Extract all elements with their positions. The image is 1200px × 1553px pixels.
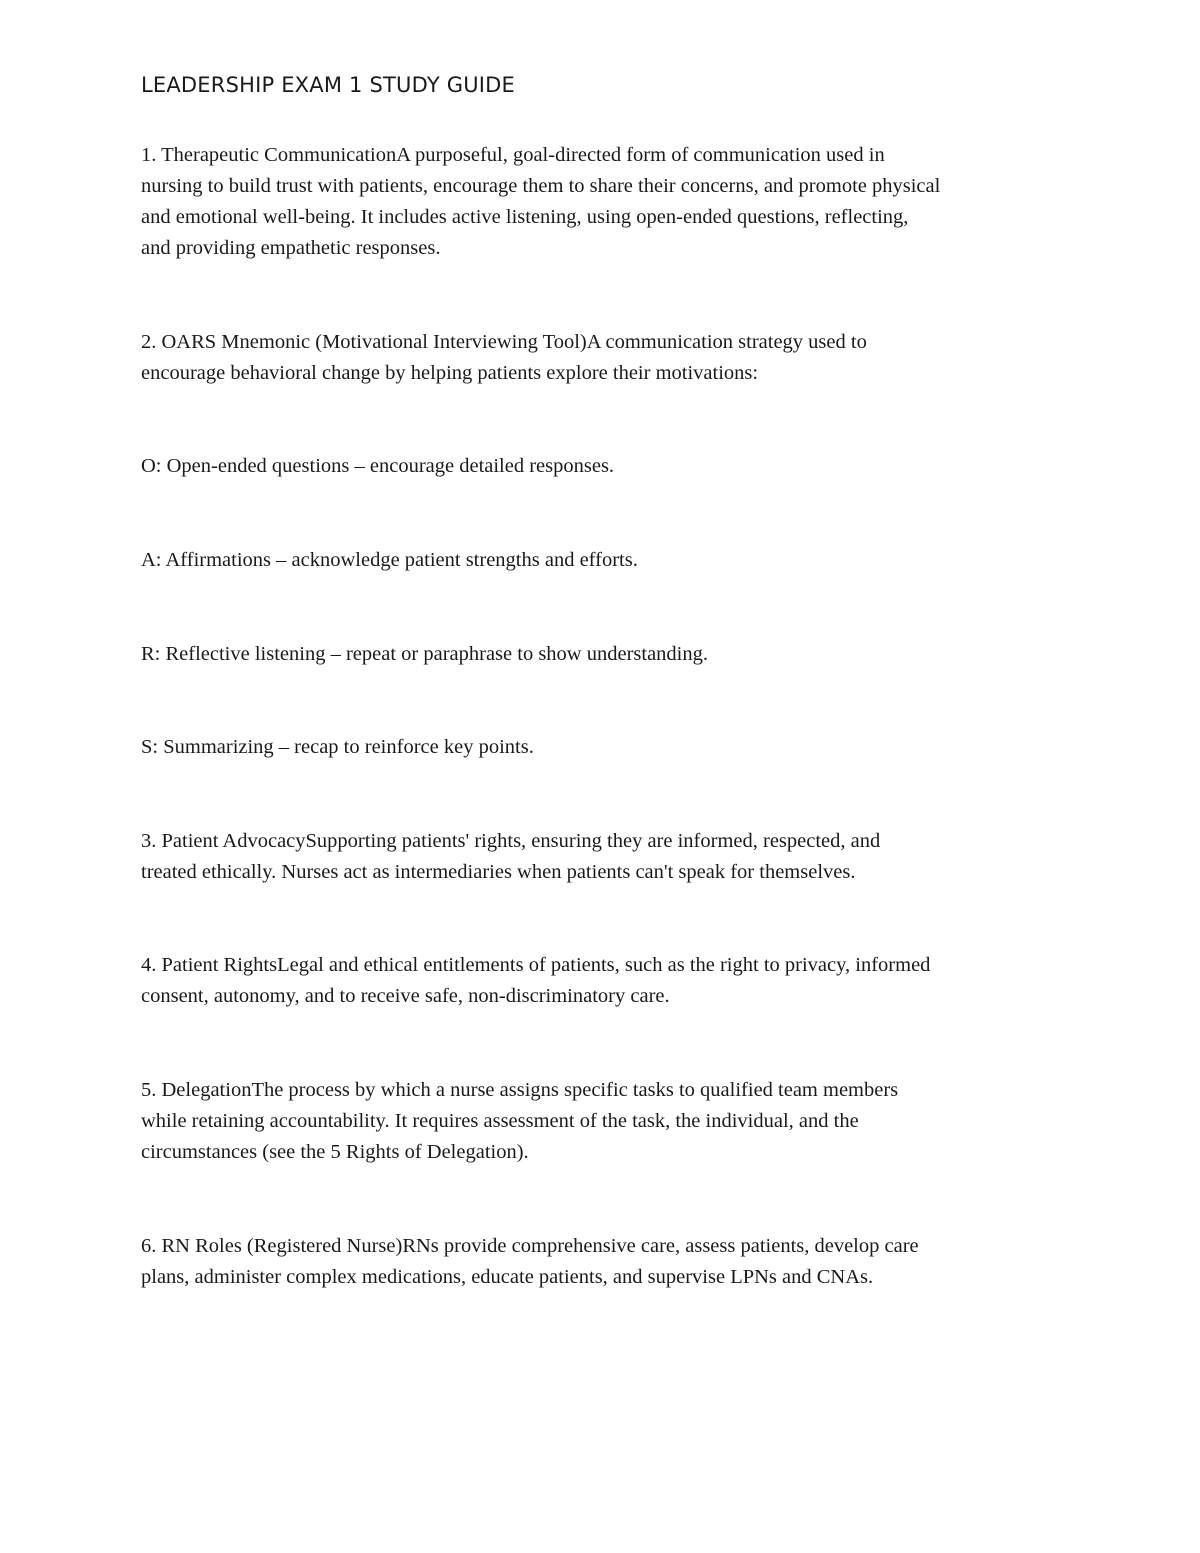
- paragraph-oars-affirmations: [141, 545, 1081, 576]
- text-line: 1. Therapeutic CommunicationA purposeful, goal-directed form of communication used in: [141, 144, 885, 166]
- text-line: treated ethically. Nurses act as intermediaries when patients can't speak for themselves.: [141, 861, 856, 883]
- text-line: 6. RN Roles (Registered Nurse)RNs provide comprehensive care, assess patients, develop care: [141, 1235, 919, 1257]
- text-line: and emotional well-being. It includes active listening, using open-ended questions, reflecting,: [141, 206, 909, 228]
- text-line: 5. DelegationThe process by which a nurse assigns specific tasks to qualified team members: [141, 1079, 899, 1101]
- text-line: while retaining accountability. It requires assessment of the task, the individual, and the: [141, 1110, 859, 1132]
- paragraph-oars-reflective-listening: [141, 639, 1081, 670]
- text-line: nursing to build trust with patients, encourage them to share their concerns, and promote physical: [141, 175, 941, 197]
- paragraph-delegation: [141, 1075, 1081, 1168]
- text-line: 4. Patient RightsLegal and ethical entitlements of patients, such as the right to privacy, informed: [141, 954, 931, 976]
- text-line: encourage behavioral change by helping patients explore their motivations:: [141, 362, 759, 384]
- text-line: 3. Patient AdvocacySupporting patients' rights, ensuring they are informed, respected, and: [141, 830, 881, 852]
- paragraph-rn-roles: [141, 1231, 1081, 1293]
- paragraph-therapeutic-communication: [141, 140, 1081, 264]
- document-title: LEADERSHIP EXAM 1 STUDY GUIDE: [141, 73, 515, 97]
- text-line: A: Affirmations – acknowledge patient strengths and efforts.: [141, 549, 638, 571]
- paragraph-patient-rights: [141, 950, 1081, 1012]
- text-line: and providing empathetic responses.: [141, 237, 441, 259]
- text-line: circumstances (see the 5 Rights of Delegation).: [141, 1141, 529, 1163]
- paragraph-oars-open-ended: [141, 451, 1081, 482]
- text-line: consent, autonomy, and to receive safe, non-discriminatory care.: [141, 985, 670, 1007]
- paragraph-oars-summarizing: [141, 732, 1081, 763]
- paragraph-patient-advocacy: [141, 826, 1081, 888]
- text-line: O: Open-ended questions – encourage detailed responses.: [141, 455, 615, 477]
- text-line: plans, administer complex medications, educate patients, and supervise LPNs and CNAs.: [141, 1266, 874, 1288]
- text-line: S: Summarizing – recap to reinforce key points.: [141, 736, 534, 758]
- text-line: R: Reflective listening – repeat or paraphrase to show understanding.: [141, 643, 709, 665]
- text-line: 2. OARS Mnemonic (Motivational Interviewing Tool)A communication strategy used to: [141, 331, 867, 353]
- paragraph-oars-mnemonic: [141, 327, 1081, 389]
